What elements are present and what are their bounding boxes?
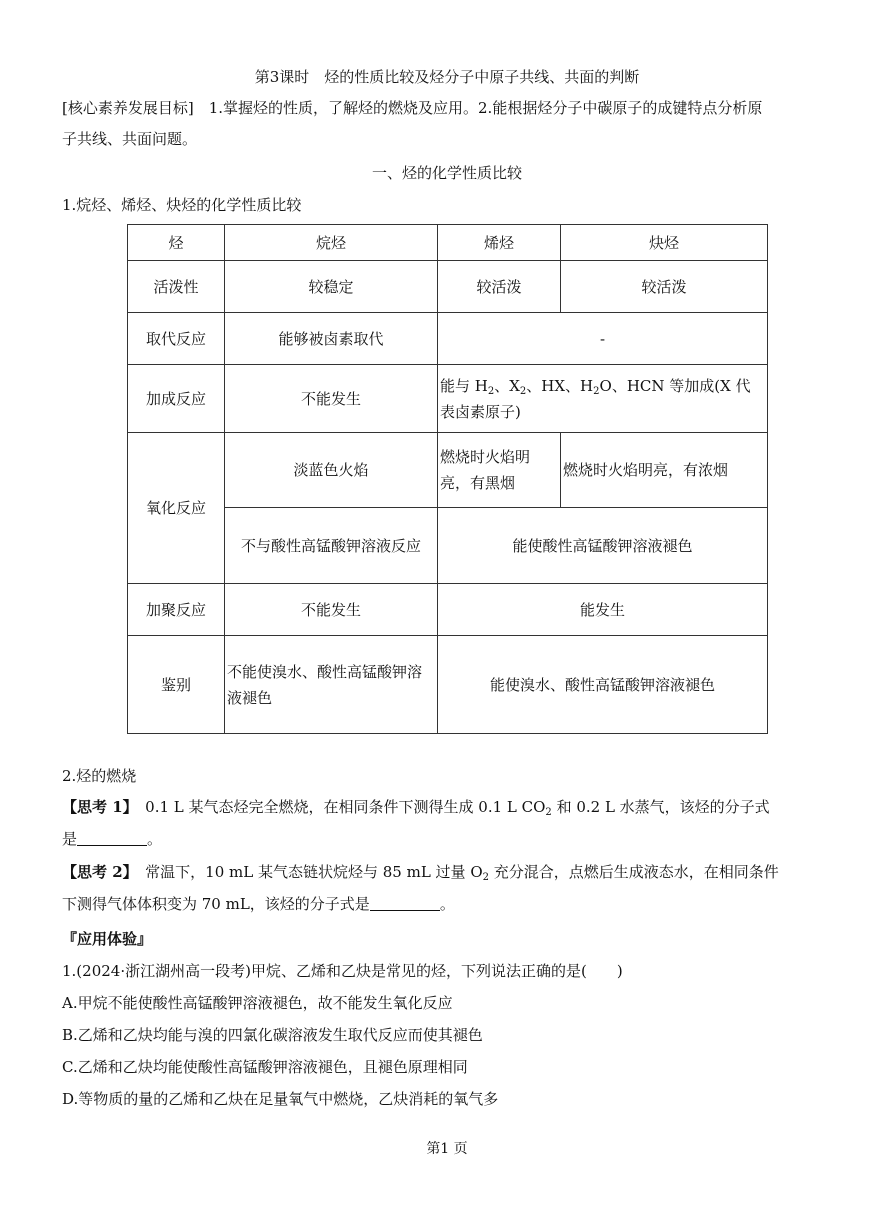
subscript: 2 (593, 385, 600, 397)
answer-blank[interactable] (370, 896, 440, 911)
option-d: D.等物质的量的乙烯和乙炔在足量氧气中燃烧，乙炔消耗的氧气多 (62, 1090, 499, 1108)
table-cell: - (438, 313, 768, 365)
item-2-heading: 2.烃的燃烧 (62, 767, 137, 785)
answer-blank[interactable] (77, 831, 147, 846)
table-row-identification (128, 636, 768, 734)
text-fragment: 是 (62, 830, 78, 848)
core-goals-line1: [核心素养发展目标] 1.掌握烃的性质，了解烃的燃烧及应用。2.能根据烃分子中碳原子的成键特点分析原 (62, 99, 763, 117)
think-1-tag: 【思考 1】 (62, 798, 131, 816)
table-header-row (128, 225, 768, 261)
table-cell: 能够被卤素取代 (225, 313, 438, 365)
table-row-substitution (128, 313, 768, 365)
subscript: 2 (519, 385, 527, 397)
option-b: B.乙烯和乙炔均能与溴的四氯化碳溶液发生取代反应而使其褪色 (62, 1026, 483, 1044)
table-row-oxidation-flame (128, 433, 768, 508)
header-hydrocarbon: 烃 (128, 225, 225, 261)
header-alkyne: 炔烃 (561, 225, 768, 261)
table-cell: 不能发生 (225, 365, 438, 433)
table-cell: 燃烧时火焰明亮，有浓烟 (561, 433, 768, 508)
table-cell: 能使酸性高锰酸钾溶液褪色 (438, 508, 768, 584)
table-cell: 不能发生 (225, 584, 438, 636)
table-row-addition (128, 365, 768, 433)
option-c: C.乙烯和乙炔均能使酸性高锰酸钾溶液褪色，且褪色原理相同 (62, 1058, 468, 1076)
subscript: 2 (545, 807, 552, 818)
think-2-line1 (62, 862, 779, 882)
think-1-line2 (62, 829, 162, 849)
subscript: 2 (487, 385, 495, 397)
text-fragment: 下测得气体体积变为 70 mL，该烃的分子式是 (62, 895, 370, 913)
text-fragment: 能与 H (440, 376, 488, 395)
subscript: 2 (482, 872, 489, 883)
core-goals-line2: 子共线、共面问题。 (62, 130, 198, 148)
text-fragment: 。 (439, 895, 455, 913)
row-label: 氧化反应 (128, 433, 225, 584)
table-cell-addition-others (438, 365, 768, 433)
row-label: 活泼性 (128, 261, 225, 313)
text-fragment: 。 (147, 830, 163, 848)
table-row-polymerization (128, 584, 768, 636)
table-cell: 燃烧时火焰明亮，有黑烟 (438, 433, 561, 508)
think-1-line1 (62, 797, 770, 817)
table-cell: 较活泼 (561, 261, 768, 313)
page-number: 第1 页 (426, 1141, 468, 1157)
text-fragment: 、HX、H (526, 376, 594, 395)
hydrocarbon-comparison-table (127, 224, 768, 734)
table-cell: 能使溴水、酸性高锰酸钾溶液褪色 (438, 636, 768, 734)
item-1-heading: 1.烷烃、烯烃、炔烃的化学性质比较 (62, 196, 302, 214)
question-stem: 1.(2024·浙江湖州高一段考)甲烷、乙烯和乙炔是常见的烃，下列说法正确的是( ) (62, 962, 623, 980)
table-cell: 不能使溴水、酸性高锰酸钾溶液褪色 (225, 636, 438, 734)
row-label: 鉴别 (128, 636, 225, 734)
text-fragment: 充分混合，点燃后生成液态水，在相同条件 (489, 863, 779, 881)
header-alkane: 烷烃 (225, 225, 438, 261)
lesson-title: 第3课时 烃的性质比较及烃分子中原子共线、共面的判断 (254, 68, 640, 86)
row-label: 加聚反应 (128, 584, 225, 636)
row-label: 取代反应 (128, 313, 225, 365)
table-cell: 能发生 (438, 584, 768, 636)
application-heading: 『应用体验』 (62, 930, 153, 948)
text-fragment: 常温下，10 mL 某气态链状烷烃与 85 mL 过量 O (130, 863, 483, 881)
table-cell: 较稳定 (225, 261, 438, 313)
table-cell: 不与酸性高锰酸钾溶液反应 (225, 508, 438, 584)
header-alkene: 烯烃 (438, 225, 561, 261)
section-title: 一、烃的化学性质比较 (371, 164, 522, 182)
text-fragment: 和 0.2 L 水蒸气，该烃的分子式 (551, 798, 770, 816)
text-fragment: 0.1 L 某气态烃完全燃烧，在相同条件下测得生成 0.1 L CO (130, 798, 546, 816)
think-2-line2 (62, 894, 455, 914)
table-cell: 淡蓝色火焰 (225, 433, 438, 508)
text-fragment: 、X (494, 376, 520, 395)
row-label: 加成反应 (128, 365, 225, 433)
think-2-tag: 【思考 2】 (62, 863, 131, 881)
text-fragment: O、HCN 等加成(X 代表卤素原子) (440, 376, 751, 421)
option-a: A.甲烷不能使酸性高锰酸钾溶液褪色，故不能发生氧化反应 (62, 994, 453, 1012)
table-row-activity (128, 261, 768, 313)
table-cell: 较活泼 (438, 261, 561, 313)
